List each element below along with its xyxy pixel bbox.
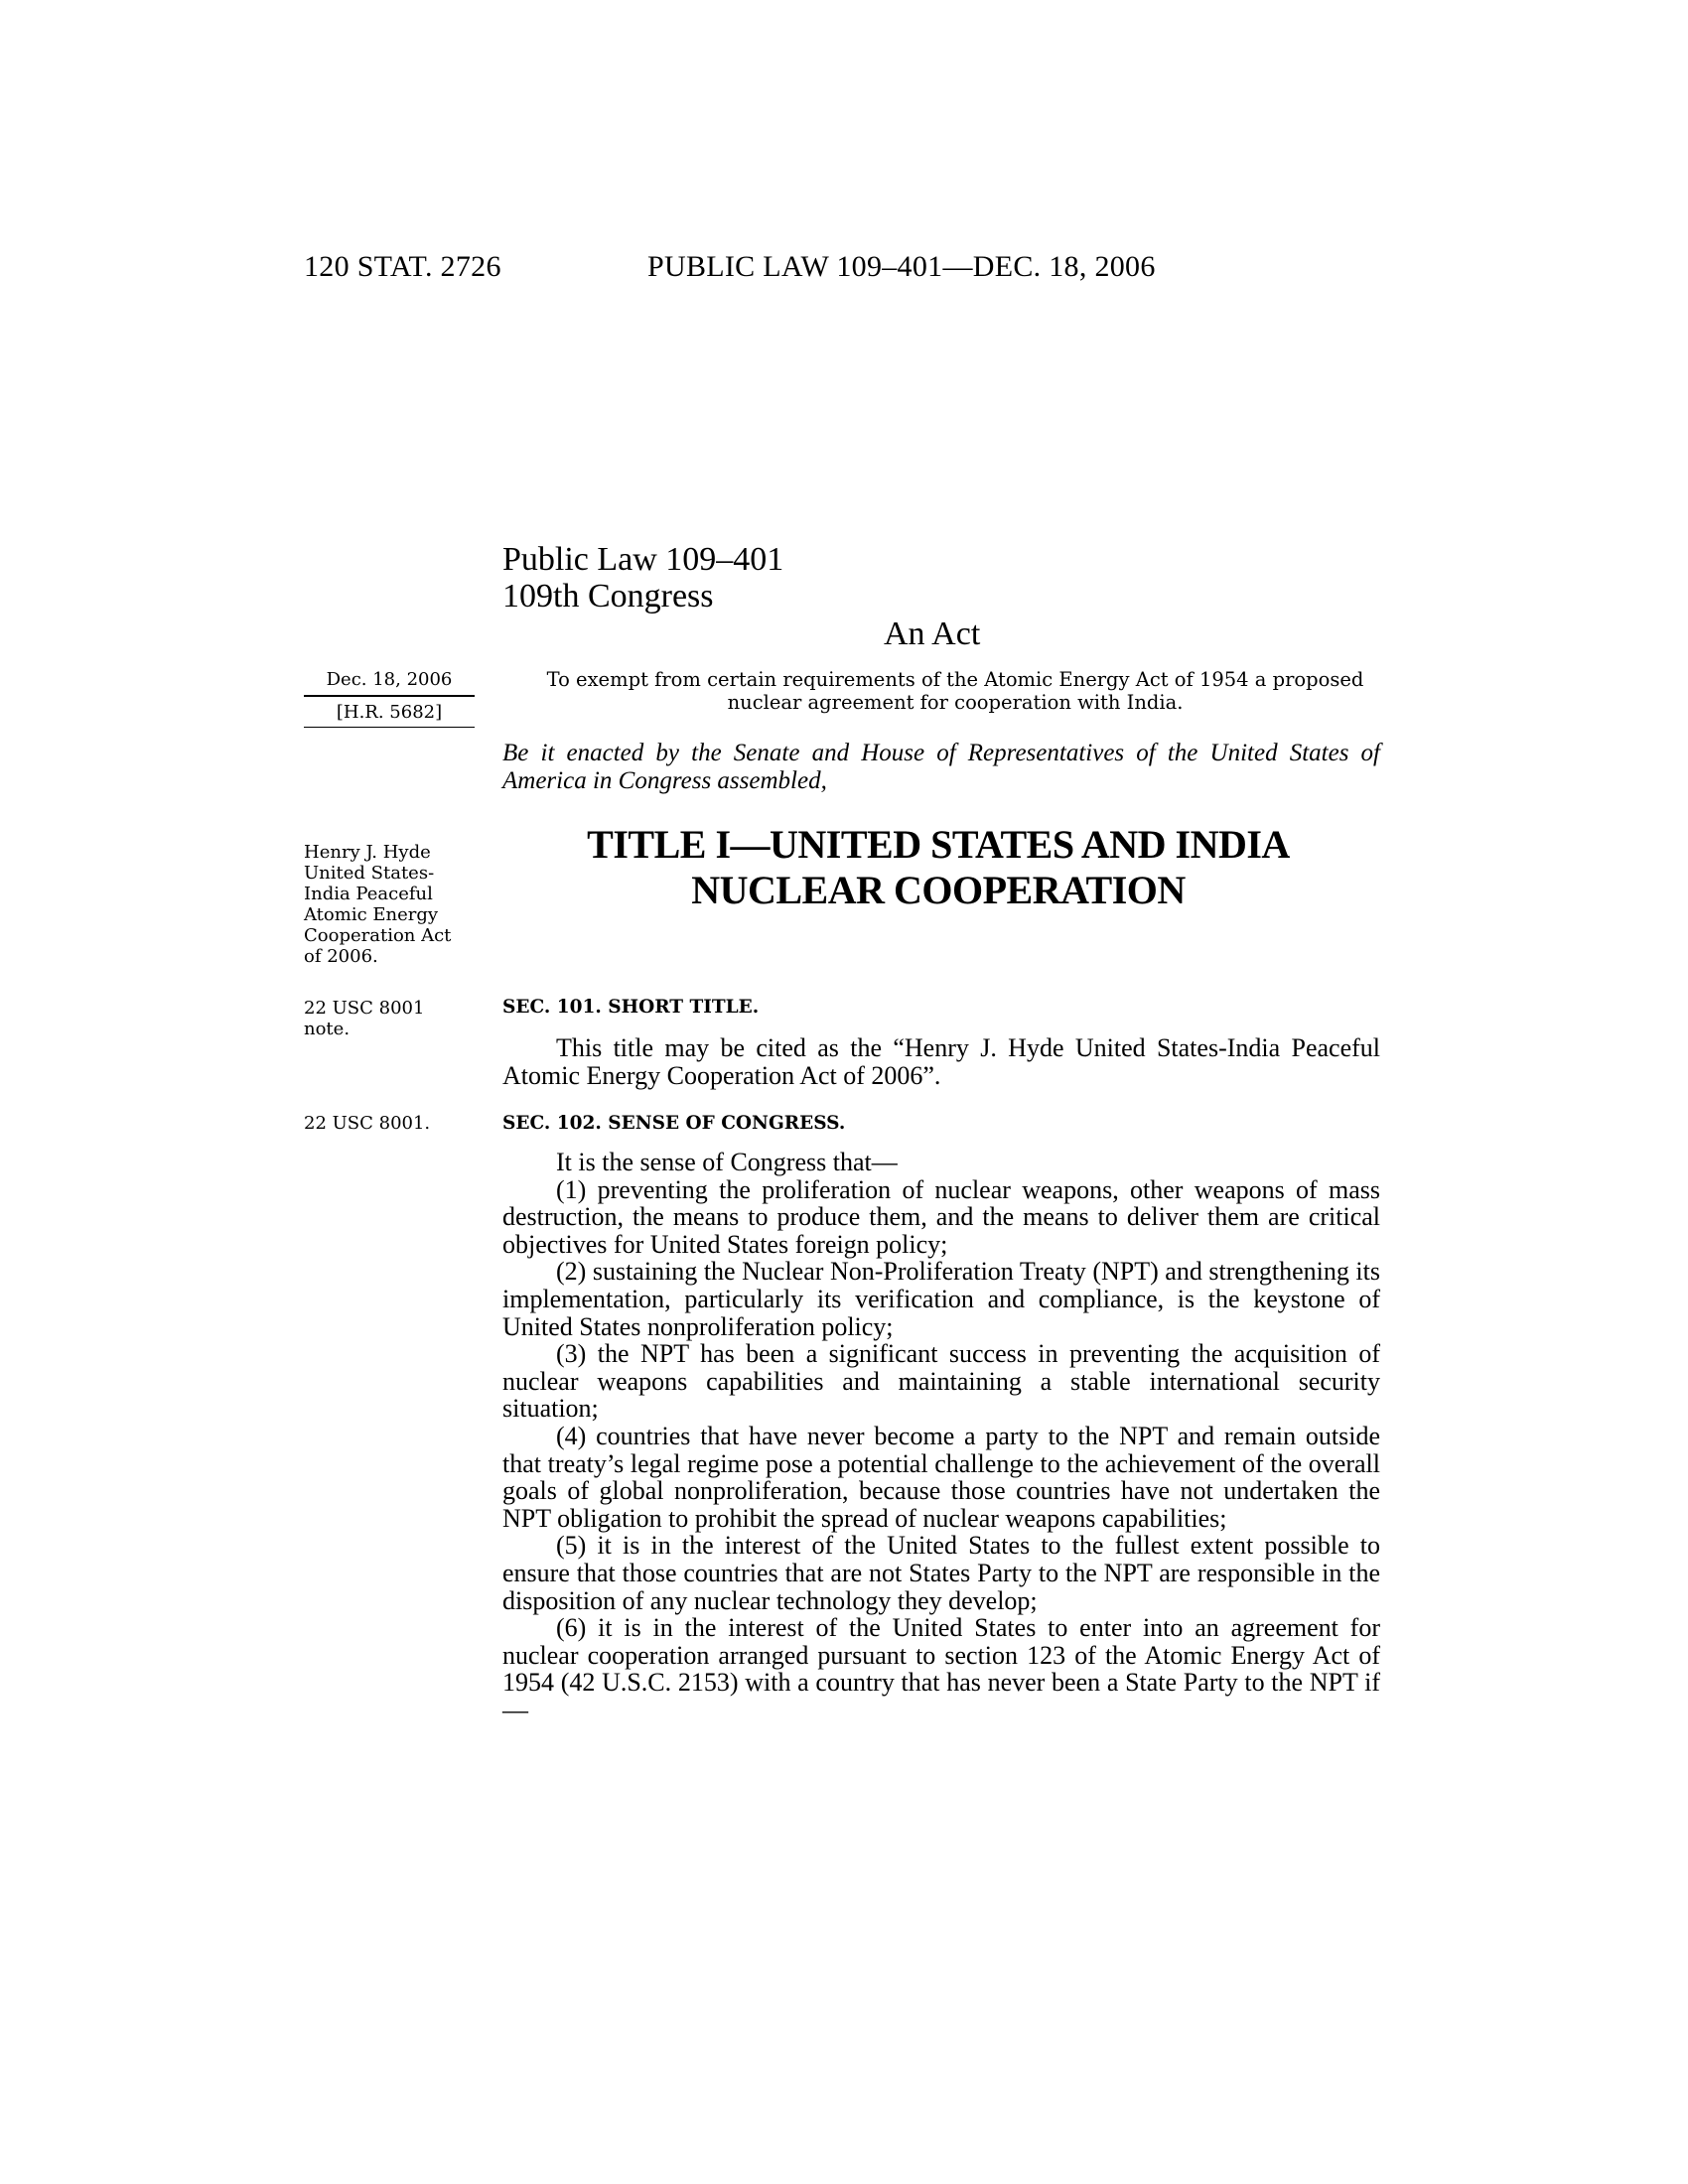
act-purpose: To exempt from certain requirements of the Atomic Energy Act of 1954 a proposed nuclear agreement for cooperation with India. [546,668,1364,714]
section-heading-102: SEC. 102. SENSE OF CONGRESS. [502,1113,846,1134]
margin-note-short-title: Henry J. Hyde United States-India Peaceful Atomic Energy Cooperation Act of 2006. [304,842,452,967]
section-body-101 [502,1034,1380,1089]
stat-citation: 120 STAT. 2726 [304,250,501,283]
section-heading-101: SEC. 101. SHORT TITLE. [502,997,760,1018]
section-paragraph: (1) preventing the proliferation of nuclear weapons, other weapons of mass destruction, the means to produce them, and the means to deliver them are critical objectives for United States foreign policy; [502,1174,1380,1259]
bill-number: [H.R. 5682] [336,702,443,723]
section-paragraph: This title may be cited as the “Henry J. Hyde United States-India Peaceful Atomic Energy Cooperation Act of 2006”. [502,1033,1380,1090]
bill-number-box [304,701,475,728]
margin-note-usc-note: 22 USC 8001 note. [304,998,425,1039]
section-body-102 [502,1149,1380,1723]
congress-label: 109th Congress [502,578,714,614]
section-paragraph: (6) it is in the interest of the United States to enter into an agreement for nuclear cooperation arranged pursuant to section 123 of the Atomic Energy Act of 1954 (42 U.S.C. 2153) with a country that has never been a State Party to the NPT if— [502,1613,1380,1724]
running-header-law: PUBLIC LAW 109–401—DEC. 18, 2006 [647,250,1156,283]
enacting-clause [502,740,1380,795]
section-paragraph: It is the sense of Congress that— [556,1148,898,1176]
section-paragraph: (5) it is in the interest of the United States to the fullest extent possible to ensure that those countries that are not States Party to the NPT are responsible in the disposition of any nuclear technology they develop; [502,1531,1380,1615]
act-label: An Act [884,615,981,652]
enacting-clause-text: Be it enacted by the Senate and House of Representatives of the United States of America in Congress assembled, [502,740,1380,794]
title-heading: TITLE I—UNITED STATES AND INDIA NUCLEAR COOPERATION [587,822,1290,912]
section-paragraph: (3) the NPT has been a significant success in preventing the acquisition of nuclear weapons capabilities and maintaining a stable international security situation; [502,1339,1380,1424]
enactment-date-box [304,668,475,732]
divider [304,727,475,728]
enactment-date: Dec. 18, 2006 [326,669,453,690]
margin-note-usc: 22 USC 8001. [304,1113,431,1134]
divider [304,695,475,697]
section-paragraph: (4) countries that have never become a party to the NPT and remain outside that treaty’s legal regime pose a potential challenge to the achievement of the overall goals of global nonproliferation, because those countries have not undertaken the NPT obligation to prohibit the spread of nuclear weapons capabilities; [502,1421,1380,1533]
section-paragraph: (2) sustaining the Nuclear Non-Proliferation Treaty (NPT) and strengthening its implementation, particularly its verification and compliance, is the keystone of United States nonproliferation policy; [502,1257,1380,1341]
public-law-number: Public Law 109–401 [502,541,784,578]
